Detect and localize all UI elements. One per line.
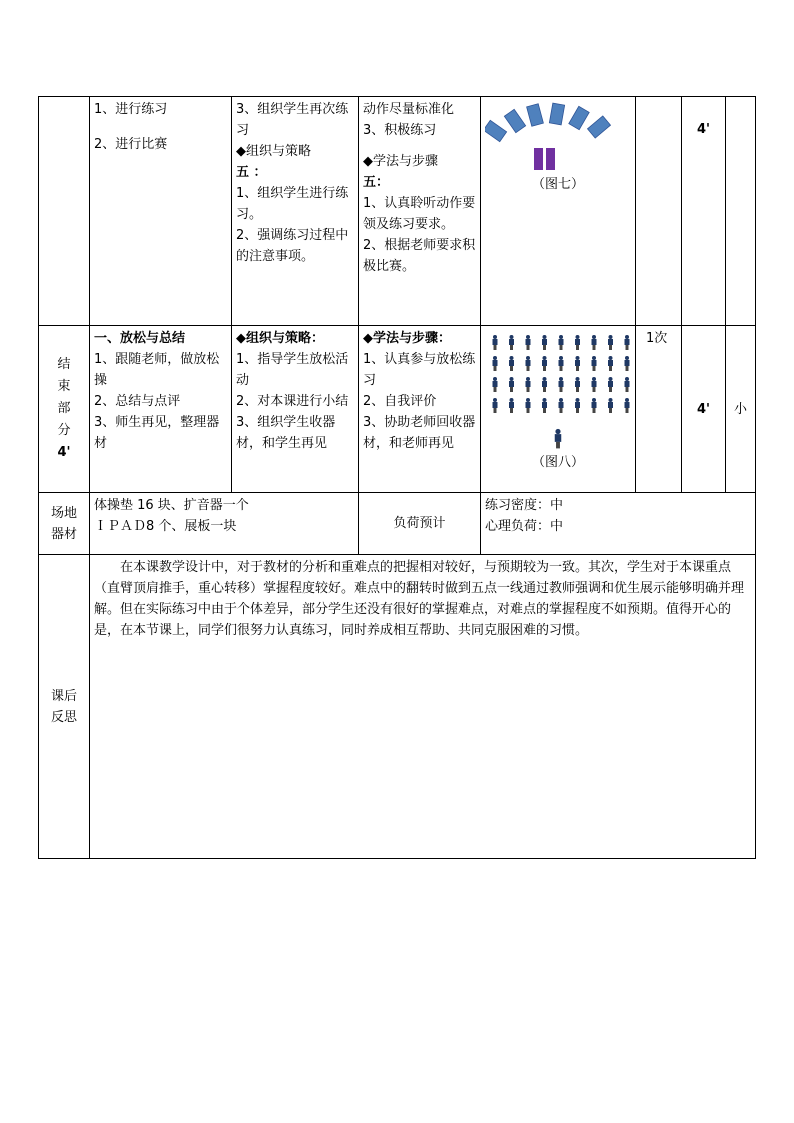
teacher-mat-icon <box>546 148 555 170</box>
load-label-cell: 负荷预计 <box>359 493 481 555</box>
student-step-heading: 五： <box>363 175 390 190</box>
intensity-cell <box>726 97 756 326</box>
teacher-line: 2、强调练习过程中的注意事项。 <box>236 228 349 264</box>
equipment-line: ＩＰＡＤ8 个、展板一块 <box>94 519 237 534</box>
student-figure-icon <box>625 377 630 392</box>
end-figure-cell <box>481 326 636 493</box>
figure-caption: （图八） <box>531 455 584 470</box>
student-figure-icon <box>592 335 597 350</box>
mat-icon <box>569 106 589 129</box>
student-formation-diagram <box>485 330 631 452</box>
student-figure-icon <box>592 398 597 413</box>
equipment-label-cell <box>39 493 90 555</box>
student-line: 3、积极练习 <box>363 123 437 138</box>
student-figure-icon <box>526 398 531 413</box>
student-figure-icon <box>575 377 580 392</box>
content-line: 2、总结与点评 <box>94 394 181 409</box>
content-line: 1、跟随老师，做放松操 <box>94 352 220 388</box>
student-figure-icon <box>509 356 514 371</box>
student-method-heading: ◆学法与步骤： <box>363 331 451 346</box>
label-line: 课后 <box>50 688 77 704</box>
end-content-cell <box>90 326 232 493</box>
practice-figure-cell <box>481 97 636 326</box>
teacher-strategy-heading: ◆组织与策略： <box>236 331 324 346</box>
student-line: 3、协助老师回收器材，和老师再见 <box>363 415 476 451</box>
student-figure-icon <box>493 356 498 371</box>
student-method-heading: ◆学法与步骤 <box>363 154 438 169</box>
student-figure-icon <box>575 398 580 413</box>
student-figure-icon <box>509 398 514 413</box>
end-row <box>39 326 756 493</box>
label-line: 反思 <box>50 709 77 725</box>
student-figure-icon <box>575 356 580 371</box>
reflection-text-cell <box>90 555 756 859</box>
student-line: 动作尽量标准化 <box>363 102 455 117</box>
label-line: 场地 <box>50 505 77 521</box>
teacher-line: 2、对本课进行小结 <box>236 394 349 409</box>
student-figure-icon <box>559 377 564 392</box>
mat-icon <box>527 104 544 126</box>
practice-content-cell <box>90 97 232 326</box>
student-figure-icon <box>493 398 498 413</box>
student-figure-icon <box>608 335 613 350</box>
label-line: 器材 <box>50 526 77 542</box>
time-value: 4' <box>696 122 711 137</box>
section-char: 分 <box>57 423 71 438</box>
student-figure-icon <box>493 335 498 350</box>
content-line: 1、进行练习 <box>94 102 168 117</box>
teacher-line: 1、指导学生放松活动 <box>236 352 349 388</box>
student-line: 2、根据老师要求积极比赛。 <box>363 238 476 274</box>
teacher-mat-icon <box>534 148 543 170</box>
section-char: 部 <box>57 401 71 416</box>
student-figure-icon <box>559 335 564 350</box>
content-line: 3、师生再见，整理器材 <box>94 415 220 451</box>
content-line: 2、进行比赛 <box>94 137 168 152</box>
section-char: 束 <box>57 379 71 394</box>
teacher-line: 3、组织学生收器材，和学生再见 <box>236 415 336 451</box>
practice-teacher-cell <box>232 97 359 326</box>
teacher-step-heading: 五 ： <box>236 165 267 180</box>
student-figure-icon <box>509 377 514 392</box>
practice-row <box>39 97 756 326</box>
teacher-line: 1、组织学生进行练习。 <box>236 186 349 222</box>
student-figure-icon <box>625 335 630 350</box>
mat-icon <box>485 120 507 141</box>
student-figure-icon <box>542 377 547 392</box>
mat-icon <box>504 109 525 132</box>
reflection-row <box>39 555 756 859</box>
student-figure-icon <box>559 398 564 413</box>
reflection-paragraph: 在本课教学设计中，对于教材的分析和重难点的把握相对较好，与预期较为一致。其次，学生对于本课重点（直臂顶肩推手，重心转移）掌握程度较好。难点中的翻转时做到五点一线通过教师强调和优生展示能够明确并理解。但在实际练习中由于个体差异，部分学生还没有很好的掌握难点，对难点的掌握程度不如预期。值得开心的是，在本节课上，同学们很努力认真练习，同时养成相互帮助、共同克服困难的习惯。 <box>94 560 745 638</box>
load-line: 练习密度：中 <box>485 498 564 513</box>
count-cell <box>636 97 682 326</box>
section-name-end <box>39 326 90 493</box>
equipment-row <box>39 493 756 555</box>
mat-icon <box>549 103 564 125</box>
practice-student-cell <box>359 97 481 326</box>
load-values-cell <box>481 493 756 555</box>
end-student-cell <box>359 326 481 493</box>
student-figure-icon <box>542 356 547 371</box>
student-figure-icon <box>526 377 531 392</box>
student-line: 1、认真聆听动作要领及练习要求。 <box>363 196 476 232</box>
count-cell <box>636 326 682 493</box>
student-figure-icon <box>608 377 613 392</box>
section-time: 4' <box>57 445 71 460</box>
equipment-items-cell <box>90 493 359 555</box>
student-line: 1、认真参与放松练习 <box>363 352 476 388</box>
teacher-line: 3、组织学生再次练习 <box>236 102 349 138</box>
student-figure-icon <box>575 335 580 350</box>
student-line: 2、自我评价 <box>363 394 437 409</box>
content-heading: 一、放松与总结 <box>94 331 186 346</box>
student-figure-icon <box>608 398 613 413</box>
time-cell <box>682 97 726 326</box>
end-teacher-cell <box>232 326 359 493</box>
section-char: 结 <box>57 357 71 372</box>
mat-icon <box>587 116 610 138</box>
student-figure-icon <box>526 335 531 350</box>
student-figure-icon <box>625 398 630 413</box>
student-figure-icon <box>592 377 597 392</box>
student-figure-icon <box>608 356 613 371</box>
student-figure-icon <box>592 356 597 371</box>
load-line: 心理负荷：中 <box>485 519 564 534</box>
student-figure-icon <box>625 356 630 371</box>
mat-arc-diagram <box>485 99 631 174</box>
lesson-plan-table <box>38 96 756 859</box>
reflection-label-cell <box>39 555 90 859</box>
student-figure-icon <box>559 356 564 371</box>
figure-caption: （图七） <box>531 177 584 192</box>
student-figure-icon <box>493 377 498 392</box>
student-figure-icon <box>542 398 547 413</box>
teacher-figure-icon <box>555 429 562 449</box>
student-figure-icon <box>526 356 531 371</box>
time-cell: 4' <box>682 326 726 493</box>
student-figure-icon <box>509 335 514 350</box>
equipment-line: 体操垫 16 块、扩音器一个 <box>94 498 249 513</box>
intensity-cell: 小 <box>726 326 756 493</box>
teacher-strategy-heading: ◆组织与策略 <box>236 144 311 159</box>
section-cell-empty <box>39 97 90 326</box>
student-figure-icon <box>542 335 547 350</box>
count-value: 1次 <box>646 331 668 346</box>
